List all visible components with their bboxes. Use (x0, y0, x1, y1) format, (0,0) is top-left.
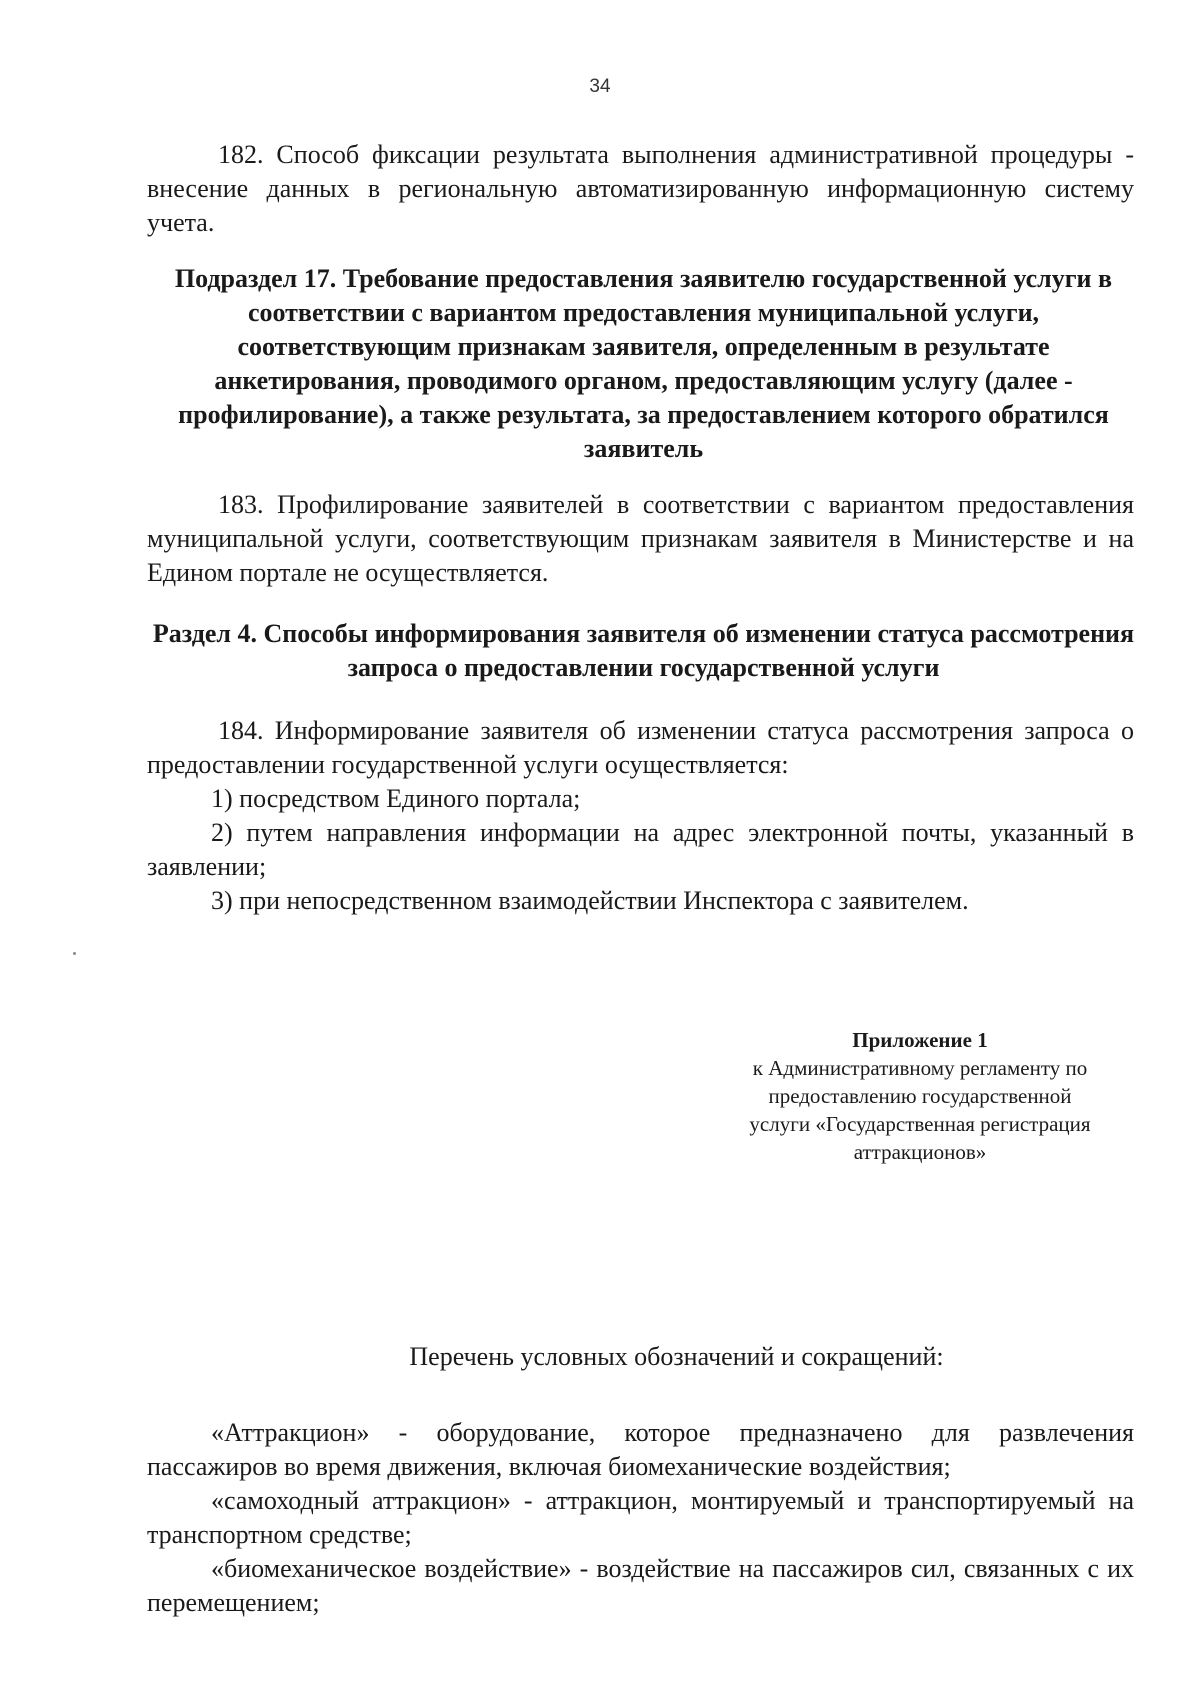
heading-subsection-17: Подраздел 17. Требование предоставления заявителю государственной услуги в соответствии с вариантом предоставления муниципальной услуги, соответствующим признакам заявителя, определенным в результате анкетирования, проводимого органом, предоставляющим услугу (далее - профилирование), а также результата, за предоставлением которого обратился заявитель (174, 264, 1113, 463)
definitions-block (147, 1416, 1134, 1620)
scan-speck (73, 952, 76, 955)
heading-section-4: Раздел 4. Способы информирования заявителя об изменении статуса рассмотрения запроса о предоставлении государственной услуги (152, 619, 1135, 682)
list-item: 2) путем направления информации на адрес электронной почты, указанный в заявлении; (147, 818, 1134, 881)
appendix-block (700, 1026, 1140, 1166)
paragraph-183-block (147, 488, 1134, 590)
abbreviations-list-title: Перечень условных обозначений и сокращений: (409, 1342, 944, 1371)
appendix-line: услуги «Государственная регистрация (749, 1112, 1091, 1136)
definition-item: «Аттракцион» - оборудование, которое предназначено для развлечения пассажиров во время движения, включая биомеханические воздействия; (147, 1418, 1134, 1481)
definition-item: «биомеханическое воздействие» - воздействие на пассажиров сил, связанных с их перемещением; (147, 1554, 1134, 1617)
appendix-title: Приложение 1 (852, 1028, 988, 1052)
paragraph-184: 184. Информирование заявителя об изменении статуса рассмотрения запроса о предоставлении государственной услуги осуществляется: (147, 716, 1134, 779)
appendix-line: к Административному регламенту по (752, 1056, 1088, 1080)
definition-item: «самоходный аттракцион» - аттракцион, монтируемый и транспортируемый на транспортном средстве; (147, 1486, 1134, 1549)
paragraph-184-block (147, 714, 1134, 918)
paragraph-182-block (147, 138, 1134, 240)
appendix-line: аттракционов» (853, 1140, 987, 1164)
paragraph-183: 183. Профилирование заявителей в соответствии с вариантом предоставления муниципальной услуги, соответствующим признакам заявителя в Министерстве и на Едином портале не осуществляется. (147, 490, 1134, 587)
list-item: 3) при непосредственном взаимодействии Инспектора с заявителем. (211, 886, 969, 915)
page-number: 34 (589, 76, 611, 97)
list-item: 1) посредством Единого портала; (211, 784, 581, 813)
paragraph-182: 182. Способ фиксации результата выполнения административной процедуры - внесение данных в региональную автоматизированную информационную систему учета. (147, 140, 1134, 237)
appendix-line: предоставлению государственной (768, 1084, 1072, 1108)
